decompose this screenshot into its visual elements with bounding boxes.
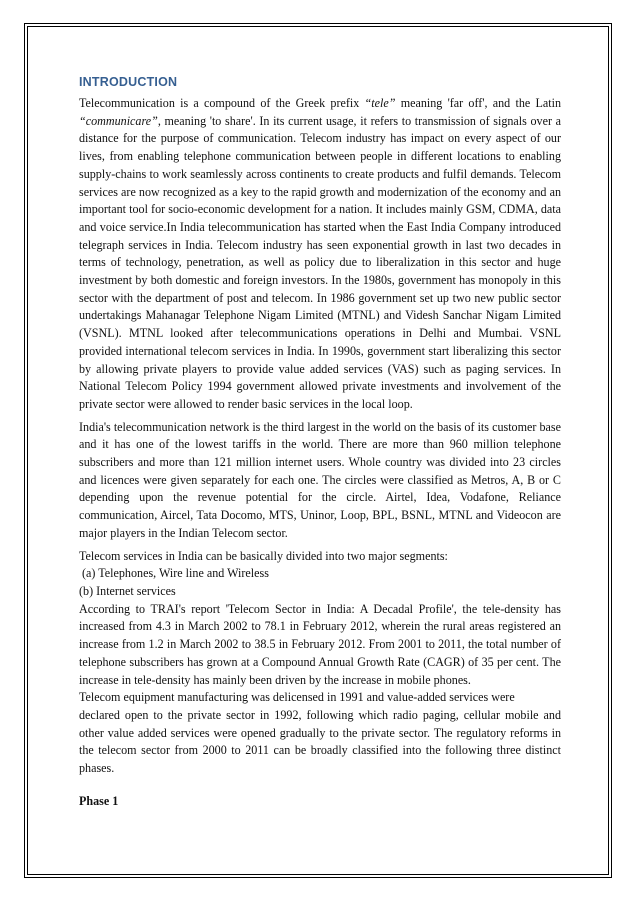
term-communicare: “communicare” <box>79 113 158 128</box>
term-tele: “tele” <box>364 96 396 110</box>
delicensing-first-line: Telecom equipment manufacturing was delicensed in 1991 and value-added services were <box>79 690 515 705</box>
delicensing-paragraph: declared open to the private sector in 1992, following which radio paging, cellular mobile and other value added services were opened gradually to the private sector. The regulatory reforms in the telecom sector from 2000 to 2011 can be broadly classified into the following three distinct phases. <box>79 707 561 776</box>
intro-text-rest: , meaning 'to share'. In its current usage, it refers to transmission of signals over a distance for the purpose of communication. Telecom industry has impact on every aspect of our lives, from enabling telephone communication between people in different locations to enabling supply-chains to work seamlessly across continents to create products and fulfil demands. Telecom services are now recognized as a key to the rapid growth and modernization of the economy and an important tool for socio-economic development for a nation. It includes mainly GSM, CDMA, data and voice service.In India telecommunication has started when the East India Company introduced telegraph services in India. Telecom industry has seen exponential growth in last two decades in terms of technology, penetration, as well as policy due to liberalization in this sector and huge investment by both domestic and foreign investors. In the 1980s, government has monopoly in this sector with the department of post and telecom. In 1986 government set up two new public sector undertakings Mahanagar Telephone Nigam Limited (MTNL) and Videsh Sanchar Nigam Limited (VSNL). MTNL looked after telecommunications operations in Delhi and Mumbai. VSNL provided international telecom services in India. In 1990s, government start liberalizing this sector by allowing private players to provide value added services (VAS) such as paging services. In National Telecom Policy 1994 government allowed private investments and involvement of the private sector were allowed to render basic services in the local loop. <box>79 113 561 411</box>
section-heading: INTRODUCTION <box>79 75 178 89</box>
segments-block <box>79 548 561 778</box>
document-body <box>79 74 561 809</box>
phase-heading: Phase 1 <box>79 793 119 808</box>
trai-paragraph: According to TRAI's report 'Telecom Sector in India: A Decadal Profile', the tele-density has increased from 4.3 in March 2002 to 78.1 in February 2012, wherein the rural areas registered an increase from 1.2 in March 2002 to 38.5 in February 2012. From 2001 to 2011, the total number of telephone subscribers has grown at a Compound Annual Growth Rate (CAGR) of 35 per cent. The increase in tele-density has mainly been driven by the increase in mobile phones. <box>79 601 561 687</box>
intro-paragraph <box>79 95 561 414</box>
network-paragraph: India's telecommunication network is the third largest in the world on the basis of its customer base and it has one of the lowest tariffs in the world. There are more than 960 million telephone subscribers and more than 121 million internet users. Whole country was divided into 23 circles and licences were given separately for each one. The circles were classified as Metros, A, B or C depending upon the revenue potential for the circle. Airtel, Idea, Vodafone, Reliance communication, Aircel, Tata Docomo, MTS, Uninor, Loop, BPL, BSNL, MTNL and Videocon are major players in the Indian Telecom sector. <box>79 419 561 540</box>
intro-text-start: Telecommunication is a compound of the Greek prefix <box>79 96 365 110</box>
segments-intro: Telecom services in India can be basically divided into two major segments: <box>79 548 448 563</box>
segment-a: (a) Telephones, Wire line and Wireless <box>79 566 269 581</box>
segment-b: (b) Internet services <box>79 583 176 598</box>
intro-text-mid: meaning 'far off', and the Latin <box>395 96 561 110</box>
